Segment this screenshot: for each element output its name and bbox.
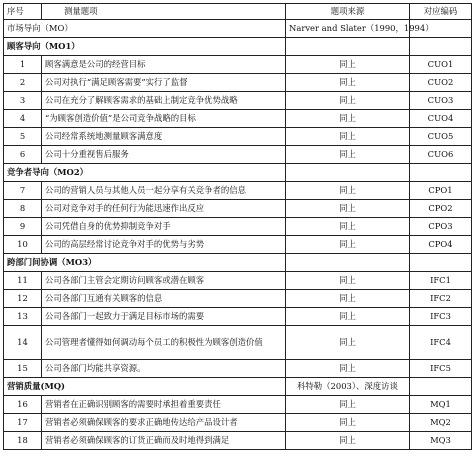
row-source: 同上 bbox=[286, 182, 410, 200]
table-row bbox=[4, 56, 472, 74]
row-item: 公司各部门一起致力于满足目标市场的需要 bbox=[42, 308, 286, 326]
measurement-items-table bbox=[3, 3, 472, 450]
section-row bbox=[4, 164, 472, 182]
section-source: 科特勒（2003）、深度访谈 bbox=[286, 378, 410, 396]
row-code: CPO4 bbox=[410, 236, 472, 254]
table-row bbox=[4, 182, 472, 200]
table-row bbox=[4, 414, 472, 432]
row-item: 营销者必须确保顾客的要求正确地传达给产品设计者 bbox=[42, 414, 286, 432]
row-code: CUO2 bbox=[410, 74, 472, 92]
row-source: 同上 bbox=[286, 110, 410, 128]
table-row bbox=[4, 110, 472, 128]
row-number: 2 bbox=[4, 74, 42, 92]
row-source: 同上 bbox=[286, 146, 410, 164]
row-number: 9 bbox=[4, 218, 42, 236]
table-row bbox=[4, 326, 472, 360]
table-body bbox=[4, 20, 472, 450]
row-source: 同上 bbox=[286, 432, 410, 450]
row-number: 3 bbox=[4, 92, 42, 110]
row-source: 同上 bbox=[286, 200, 410, 218]
table-row bbox=[4, 200, 472, 218]
row-item: 公司管理者懂得如何调动每个员工的积极性为顾客创造价值 bbox=[42, 326, 286, 360]
section-title: 顾客导向（MO1） bbox=[4, 38, 286, 56]
row-code: IFC2 bbox=[410, 290, 472, 308]
row-code: CPO3 bbox=[410, 218, 472, 236]
section-title: 营销质量(MQ) bbox=[4, 378, 286, 396]
table-row bbox=[4, 218, 472, 236]
row-code: CUO6 bbox=[410, 146, 472, 164]
header-code: 对应编码 bbox=[410, 4, 472, 20]
row-source: 同上 bbox=[286, 308, 410, 326]
row-item: 营销者在正确识别顾客的需要时承担着重要责任 bbox=[42, 396, 286, 414]
row-code: IFC1 bbox=[410, 272, 472, 290]
row-number: 13 bbox=[4, 308, 42, 326]
row-code: MQ2 bbox=[410, 414, 472, 432]
row-number: 10 bbox=[4, 236, 42, 254]
row-number: 15 bbox=[4, 360, 42, 378]
row-item: 公司对竞争对手的任何行为能迅速作出反应 bbox=[42, 200, 286, 218]
table-row bbox=[4, 146, 472, 164]
row-item: 公司在充分了解顾客需求的基础上制定竞争优势战略 bbox=[42, 92, 286, 110]
row-number: 16 bbox=[4, 396, 42, 414]
row-item: “为顾客创造价值”是公司竞争战略的目标 bbox=[42, 110, 286, 128]
header-no: 序号 bbox=[4, 4, 42, 20]
row-item: 公司的营销人员与其他人员一起分享有关竞争者的信息 bbox=[42, 182, 286, 200]
row-number: 14 bbox=[4, 326, 42, 360]
row-number: 17 bbox=[4, 414, 42, 432]
row-code: CUO4 bbox=[410, 110, 472, 128]
row-code: CUO1 bbox=[410, 56, 472, 74]
table-row bbox=[4, 74, 472, 92]
table-row bbox=[4, 308, 472, 326]
row-code: MQ3 bbox=[410, 432, 472, 450]
row-number: 11 bbox=[4, 272, 42, 290]
header-source: 题项来源 bbox=[286, 4, 410, 20]
row-code: CUO3 bbox=[410, 92, 472, 110]
top-row-label: 市场导向（MO） bbox=[4, 20, 286, 38]
row-source: 同上 bbox=[286, 218, 410, 236]
row-item: 公司各部门主管会定期访问顾客或潜在顾客 bbox=[42, 272, 286, 290]
section-title: 竞争者导向（MO2） bbox=[4, 164, 286, 182]
section-source bbox=[286, 254, 410, 272]
measurement-table-container bbox=[3, 3, 471, 450]
table-row bbox=[4, 236, 472, 254]
row-item: 营销者必须确保顾客的订货正确而及时地得到满足 bbox=[42, 432, 286, 450]
row-source: 同上 bbox=[286, 236, 410, 254]
row-item: 公司十分重视售后服务 bbox=[42, 146, 286, 164]
row-code: CPO2 bbox=[410, 200, 472, 218]
row-source: 同上 bbox=[286, 272, 410, 290]
row-item: 公司凭借自身的优势抑制竞争对手 bbox=[42, 218, 286, 236]
row-code: IFC3 bbox=[410, 308, 472, 326]
row-number: 5 bbox=[4, 128, 42, 146]
row-item: 公司的高层经常讨论竞争对手的优势与劣势 bbox=[42, 236, 286, 254]
top-row-source: Narver and Slater（1990，1994） bbox=[286, 20, 410, 38]
row-code: MQ1 bbox=[410, 396, 472, 414]
row-item: 公司对执行“满足顾客需要”实行了监督 bbox=[42, 74, 286, 92]
section-source bbox=[286, 38, 410, 56]
row-source: 同上 bbox=[286, 290, 410, 308]
row-number: 8 bbox=[4, 200, 42, 218]
section-row bbox=[4, 378, 472, 396]
row-code: IFC5 bbox=[410, 360, 472, 378]
table-row bbox=[4, 396, 472, 414]
row-source: 同上 bbox=[286, 74, 410, 92]
section-source bbox=[286, 164, 410, 182]
row-source: 同上 bbox=[286, 414, 410, 432]
header-row bbox=[4, 4, 472, 20]
table-row bbox=[4, 128, 472, 146]
row-source: 同上 bbox=[286, 360, 410, 378]
table-row bbox=[4, 432, 472, 450]
table-row bbox=[4, 360, 472, 378]
row-number: 1 bbox=[4, 56, 42, 74]
top-row bbox=[4, 20, 472, 38]
row-code: CUO5 bbox=[410, 128, 472, 146]
row-code: CPO1 bbox=[410, 182, 472, 200]
section-title: 跨部门间协调（MO3） bbox=[4, 254, 286, 272]
header-item: 测量题项 bbox=[42, 4, 286, 20]
row-code: IFC4 bbox=[410, 326, 472, 360]
section-row bbox=[4, 254, 472, 272]
row-item: 公司各部门互通有关顾客的信息 bbox=[42, 290, 286, 308]
row-number: 12 bbox=[4, 290, 42, 308]
table-row bbox=[4, 92, 472, 110]
row-number: 6 bbox=[4, 146, 42, 164]
row-source: 同上 bbox=[286, 92, 410, 110]
section-row bbox=[4, 38, 472, 56]
row-number: 4 bbox=[4, 110, 42, 128]
table-row bbox=[4, 272, 472, 290]
row-number: 18 bbox=[4, 432, 42, 450]
row-source: 同上 bbox=[286, 396, 410, 414]
row-item: 公司经常系统地测量顾客满意度 bbox=[42, 128, 286, 146]
row-source: 同上 bbox=[286, 128, 410, 146]
row-item: 公司各部门均能共享资源。 bbox=[42, 360, 286, 378]
row-item: 顾客满意是公司的经营目标 bbox=[42, 56, 286, 74]
row-number: 7 bbox=[4, 182, 42, 200]
row-source: 同上 bbox=[286, 56, 410, 74]
row-source: 同上 bbox=[286, 326, 410, 360]
table-row bbox=[4, 290, 472, 308]
